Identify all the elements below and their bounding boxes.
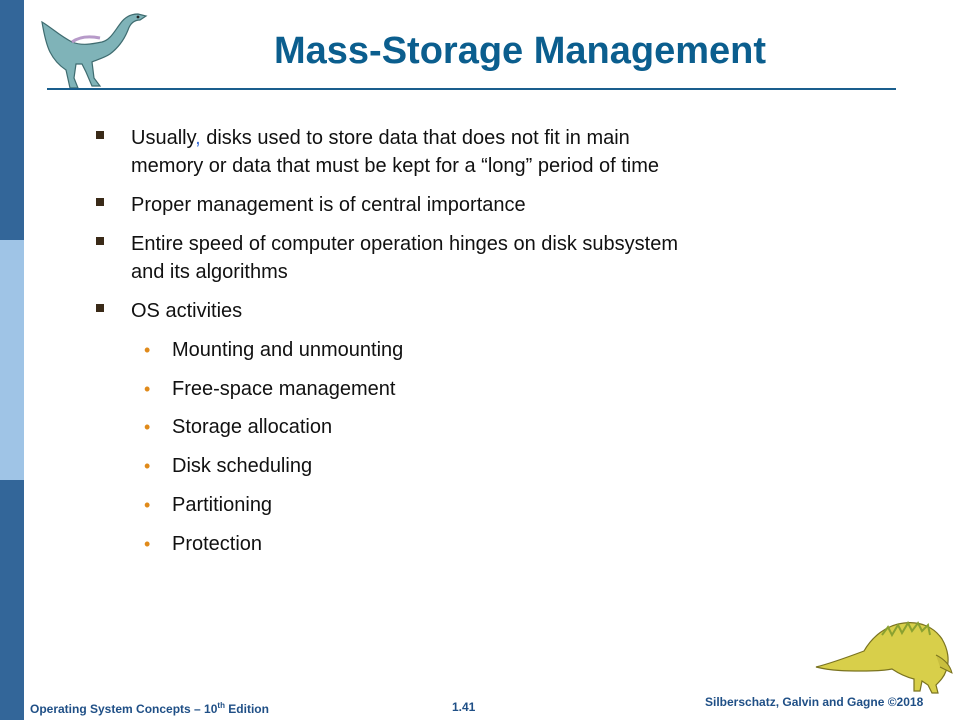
sub-bullet-item [144,452,744,482]
bullet-item [96,297,816,327]
square-bullet-icon [96,237,104,245]
bullet-item [96,124,816,184]
footer-text: Operating System Concepts – 10 [30,702,218,716]
footer-superscript: th [217,701,225,710]
square-bullet-icon [96,304,104,312]
bullet-item [96,191,816,221]
dinosaur-icon [812,615,958,697]
round-bullet-icon: • [144,340,151,360]
bullet-line [131,124,630,152]
bullet-text: Proper management is of central importance [131,194,526,216]
round-bullet-icon: • [144,379,151,399]
round-bullet-icon: • [144,417,151,437]
bullet-comma: , [195,127,201,149]
slide-number: 1.41 [452,700,476,714]
square-bullet-icon [96,131,104,139]
bullet-item [96,230,816,290]
bullet-text: disks used to store data that does not fit in main [200,127,630,149]
sub-bullet-text: Protection [172,533,263,555]
sub-bullet-item [144,491,744,521]
sub-bullet-item [144,336,744,366]
sub-bullet-text: Disk scheduling [172,455,313,477]
footer-course-title [30,701,269,716]
round-bullet-icon: • [144,495,151,515]
square-bullet-icon [96,198,104,206]
bullet-line: memory or data that must be kept for a “long” period of time [131,155,660,177]
round-bullet-icon: • [144,534,151,554]
slide-footer [0,697,960,717]
sub-bullet-text: Partitioning [172,494,273,516]
slide-title: Mass-Storage Management [273,30,766,72]
footer-copyright: Silberschatz, Galvin and Gagne ©2018 [705,695,924,709]
sub-bullet-text: Free-space management [172,378,396,400]
bullet-line: and its algorithms [131,261,288,283]
sub-bullet-text: Mounting and unmounting [172,339,404,361]
bullet-text: Usually [131,127,196,149]
footer-text: Edition [224,702,269,716]
sub-bullet-item [144,530,744,560]
sub-bullet-text: Storage allocation [172,416,333,438]
round-bullet-icon: • [144,456,151,476]
bullet-text: OS activities [131,300,243,322]
sub-bullet-item [144,375,744,405]
sub-bullet-item [144,413,744,443]
bullet-line: Entire speed of computer operation hinges on disk subsystem [131,233,678,255]
